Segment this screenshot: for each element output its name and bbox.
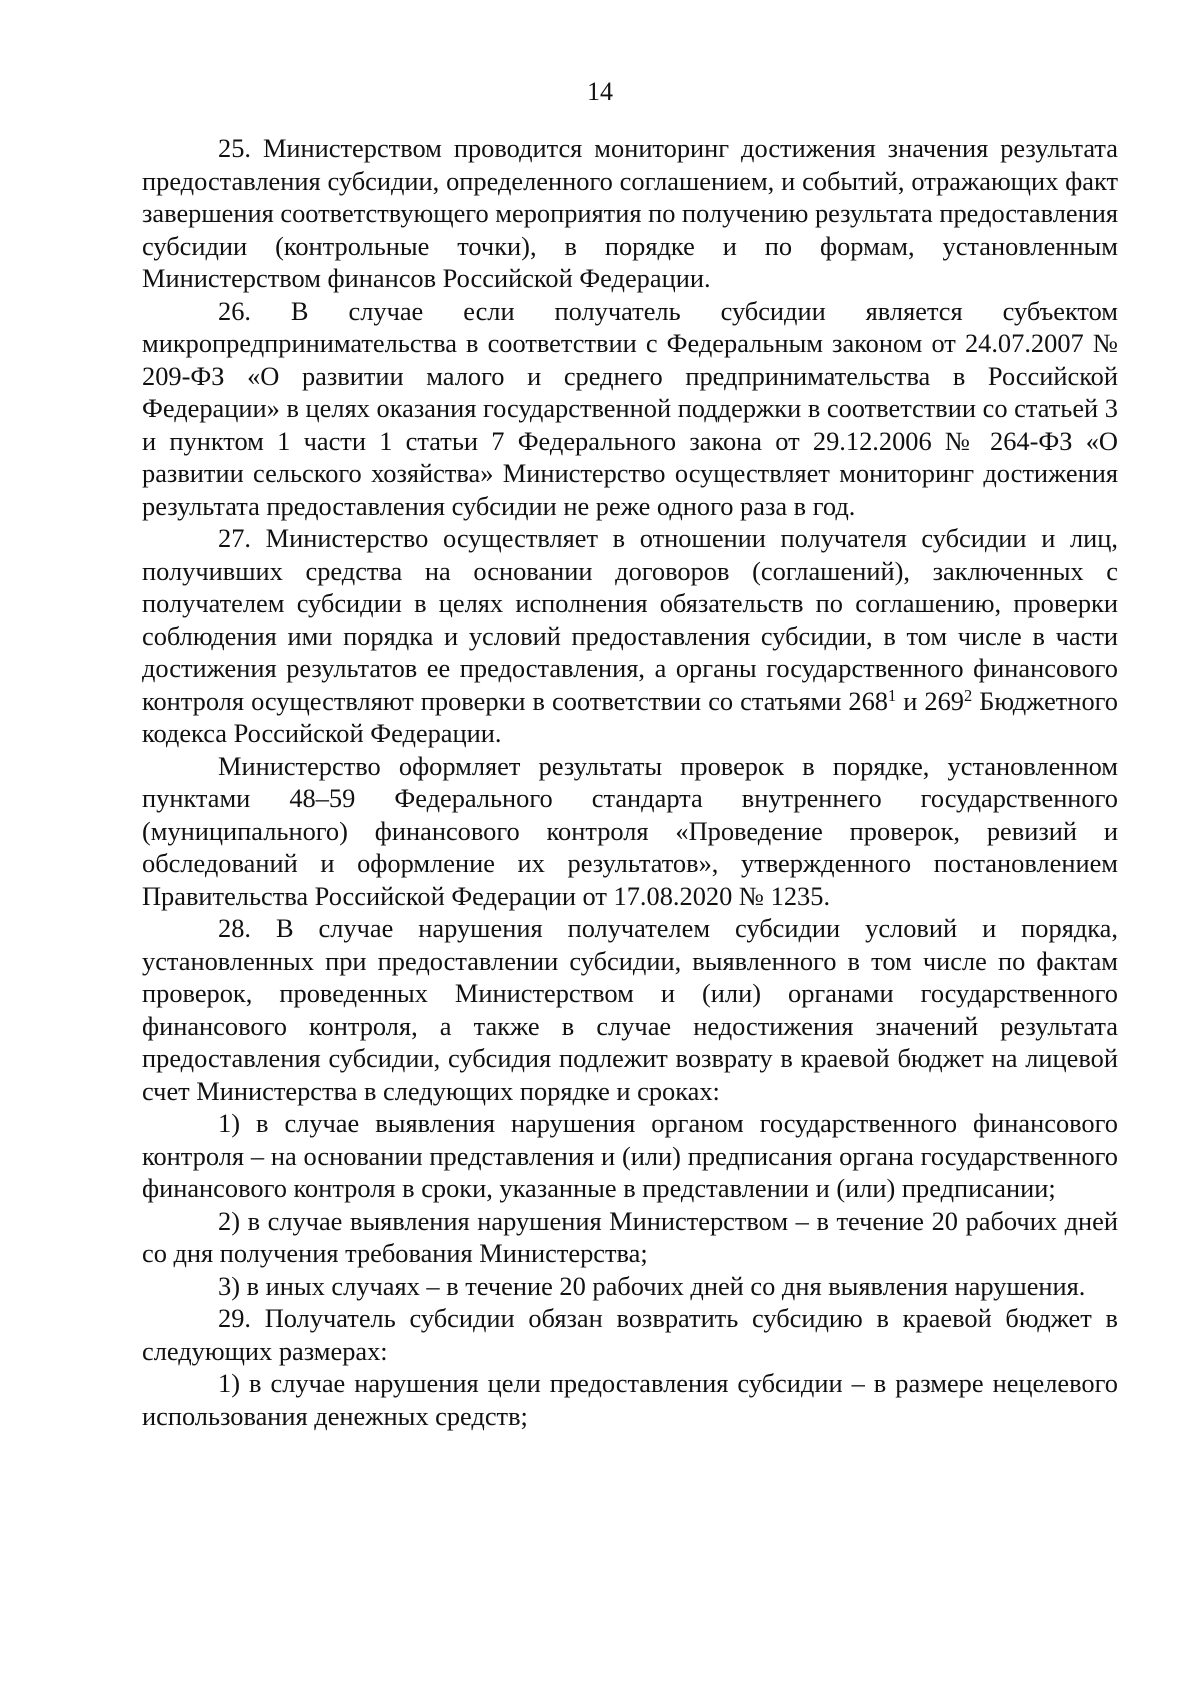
- paragraph-28-item-3: 3) в иных случаях – в течение 20 рабочих дней со дня выявления нарушения.: [218, 1270, 1086, 1301]
- paragraph-27: [142, 522, 1118, 750]
- paragraph-29-item-1: 1) в случае нарушения цели предоставления субсидии – в размере нецелевого использования денежных средств;: [142, 1368, 1118, 1431]
- paragraph-28: 28. В случае нарушения получателем субсидии условий и порядка, установленных при предоставлении субсидии, выявленного в том числе по фактам проверок, проведенных Министерством и (или) органами государственного финансового контроля, а также в случае недостижения значений результата предоставления субсидии, субсидия подлежит возврату в краевой бюджет на лицевой счет Министерства в следующих порядке и сроках:: [142, 913, 1118, 1106]
- document-body: [142, 132, 1118, 1432]
- paragraph-28-item-2: 2) в случае выявления нарушения Министерством – в течение 20 рабочих дней со дня получения требования Министерства;: [142, 1205, 1118, 1268]
- paragraph-27-text-start: 27. Министерство осуществляет в отношении получателя субсидии и лиц, получивших средства на основании договоров (соглашений), заключенных с получателем субсидии в целях исполнения обязательств по соглашению, проверки соблюдения ими порядка и условий предоставления субсидии, в том числе в части достижения результатов ее предоставления, а органы государственного финансового контроля осуществляют проверки в соответствии со статьями 268: [142, 523, 1118, 716]
- paragraph-26: 26. В случае если получатель субсидии является субъектом микропредпринимательства в соответствии с Федеральным законом от 24.07.2007 № 209-ФЗ «О развитии малого и среднего предпринимательства в Российской Федерации» в целях оказания государственной поддержки в соответствии со статьей 3 и пунктом 1 части 1 статьи 7 Федерального закона от 29.12.2006 № 264-ФЗ «О развитии сельского хозяйства» Министерство осуществляет мониторинг достижения результата предоставления субсидии не реже одного раза в год.: [142, 295, 1118, 521]
- paragraph-25: 25. Министерством проводится мониторинг достижения значения результата предоставления субсидии, определенного соглашением, и событий, отражающих факт завершения соответствующего мероприятия по получению результата предоставления субсидии (контрольные точки), в порядке и по формам, установленным Министерством финансов Российской Федерации.: [142, 133, 1118, 293]
- paragraph-27-continuation: Министерство оформляет результаты проверок в порядке, установленном пунктами 48–59 Федерального стандарта внутреннего государственного (муниципального) финансового контроля «Проведение проверок, ревизий и обследований и оформление их результатов», утвержденного постановлением Правительства Российской Федерации от 17.08.2020 № 1235.: [142, 750, 1118, 911]
- paragraph-27-text-middle: и 269: [896, 685, 964, 716]
- article-superscript-1: 1: [887, 685, 897, 705]
- paragraph-29: 29. Получатель субсидии обязан возвратить субсидию в краевой бюджет в следующих размерах:: [142, 1303, 1118, 1366]
- article-superscript-2: 2: [963, 685, 973, 705]
- page-number: 14: [587, 77, 613, 106]
- paragraph-28-item-1: 1) в случае выявления нарушения органом государственного финансового контроля – на основании представления и (или) предписания органа государственного финансового контроля в сроки, указанные в представлении и (или) предписании;: [142, 1108, 1118, 1203]
- paragraph-27-text-end: Бюджетного кодекса Российской Федерации.: [142, 685, 1118, 748]
